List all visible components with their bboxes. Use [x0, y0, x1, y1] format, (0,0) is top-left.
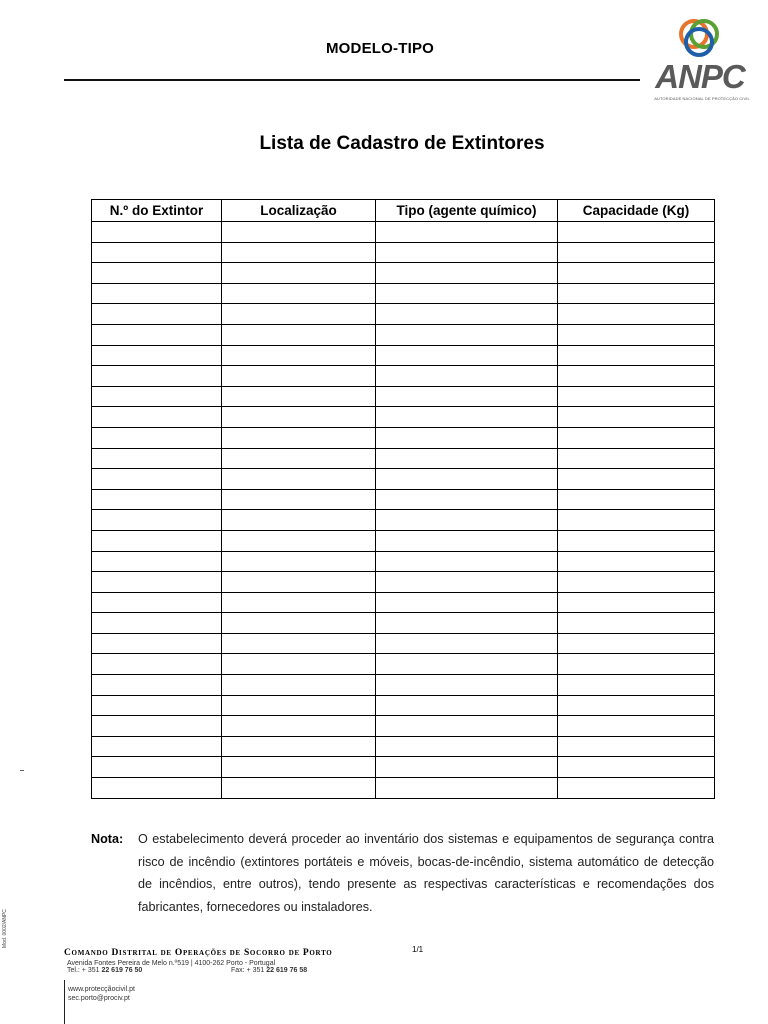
table-row: [92, 469, 715, 490]
table-cell[interactable]: [222, 675, 376, 696]
table-cell[interactable]: [558, 283, 715, 304]
table-cell[interactable]: [376, 366, 558, 387]
footer-organization: Comando Distrital de Operações de Socorro de Porto: [64, 948, 333, 958]
table-cell[interactable]: [222, 778, 376, 799]
table-row: [92, 489, 715, 510]
table-cell[interactable]: [92, 592, 222, 613]
table-cell[interactable]: [92, 675, 222, 696]
table-cell[interactable]: [376, 736, 558, 757]
table-cell[interactable]: [558, 469, 715, 490]
table-cell[interactable]: [558, 263, 715, 284]
table-cell[interactable]: [222, 716, 376, 737]
table-row: [92, 510, 715, 531]
table-cell[interactable]: [558, 695, 715, 716]
table-cell[interactable]: [222, 510, 376, 531]
table-row: [92, 366, 715, 387]
footer-phones: [67, 967, 332, 977]
table-row: [92, 757, 715, 778]
footer-divider: [64, 980, 65, 1024]
table-cell[interactable]: [376, 448, 558, 469]
table-cell[interactable]: [92, 407, 222, 428]
table-cell[interactable]: [222, 654, 376, 675]
table-cell[interactable]: [376, 757, 558, 778]
document-title: Lista de Cadastro de Extintores: [259, 133, 545, 154]
table-row: [92, 613, 715, 634]
table-cell[interactable]: [92, 695, 222, 716]
table-cell[interactable]: [222, 427, 376, 448]
table-cell[interactable]: [92, 489, 222, 510]
table-row: [92, 675, 715, 696]
anpc-wordmark: ANPC: [655, 58, 745, 95]
table-cell[interactable]: [92, 448, 222, 469]
table-cell[interactable]: [222, 366, 376, 387]
table-cell[interactable]: [376, 675, 558, 696]
table-cell[interactable]: [92, 304, 222, 325]
tel-number: 22 619 76 50: [101, 967, 143, 974]
fax-number: 22 619 76 58: [266, 967, 308, 974]
anpc-rings-icon: [644, 12, 754, 62]
table-cell[interactable]: [222, 407, 376, 428]
table-cell[interactable]: [376, 427, 558, 448]
table-cell[interactable]: [376, 283, 558, 304]
table-row: [92, 345, 715, 366]
table-cell[interactable]: [92, 222, 222, 243]
table-cell[interactable]: [376, 489, 558, 510]
table-cell[interactable]: [376, 633, 558, 654]
table-cell[interactable]: [558, 654, 715, 675]
table-cell[interactable]: [222, 551, 376, 572]
table-cell[interactable]: [376, 613, 558, 634]
table-cell[interactable]: [222, 736, 376, 757]
table-cell[interactable]: [92, 469, 222, 490]
table-cell[interactable]: [558, 757, 715, 778]
table-cell[interactable]: [222, 222, 376, 243]
table-cell[interactable]: [92, 757, 222, 778]
table-row: [92, 222, 715, 243]
table-row: [92, 242, 715, 263]
column-header-location: Localização: [222, 200, 376, 222]
table-cell[interactable]: [558, 304, 715, 325]
table-cell[interactable]: [222, 530, 376, 551]
table-cell[interactable]: [376, 695, 558, 716]
table-cell[interactable]: [92, 324, 222, 345]
table-cell[interactable]: [558, 489, 715, 510]
table-cell[interactable]: [222, 324, 376, 345]
table-cell[interactable]: [376, 469, 558, 490]
email-link[interactable]: sec.porto@prociv.pt: [68, 995, 130, 1002]
table-row: [92, 572, 715, 593]
table-cell[interactable]: [92, 263, 222, 284]
table-cell[interactable]: [222, 263, 376, 284]
table-row: [92, 386, 715, 407]
note-text: O estabelecimento deverá proceder ao inventário dos sistemas e equipamentos de segurança contra risco de incêndio (extintores portáteis e móveis, bocas-de-incêndio, sistema automático de detecção de incêndios, entre outros), tendo presente as respectivas características e recomendações dos fabricantes, fornecedores ou instaladores.: [138, 832, 714, 914]
table-cell[interactable]: [222, 695, 376, 716]
table-row: [92, 778, 715, 799]
table-cell[interactable]: [92, 654, 222, 675]
table-row: [92, 716, 715, 737]
table-cell[interactable]: [558, 427, 715, 448]
table-cell[interactable]: [92, 510, 222, 531]
table-cell[interactable]: [222, 304, 376, 325]
table-row: [92, 283, 715, 304]
table-cell[interactable]: [376, 242, 558, 263]
table-cell[interactable]: [222, 283, 376, 304]
table-cell[interactable]: [92, 613, 222, 634]
table-cell[interactable]: [376, 778, 558, 799]
table-cell[interactable]: [222, 242, 376, 263]
table-cell[interactable]: [558, 386, 715, 407]
table-cell[interactable]: [376, 345, 558, 366]
note-label: Nota:: [91, 832, 124, 846]
column-header-extinguisher-number: N.º do Extintor: [92, 200, 222, 222]
table-cell[interactable]: [558, 613, 715, 634]
table-row: [92, 592, 715, 613]
extinguisher-register-table: [91, 199, 715, 799]
table-cell[interactable]: [376, 407, 558, 428]
table-cell[interactable]: [222, 757, 376, 778]
table-cell[interactable]: [376, 530, 558, 551]
table-cell[interactable]: [376, 716, 558, 737]
table-header-row: [92, 200, 715, 222]
table-cell[interactable]: [222, 386, 376, 407]
table-cell[interactable]: [92, 572, 222, 593]
table-cell[interactable]: [92, 551, 222, 572]
column-header-type: Tipo (agente químico): [376, 200, 558, 222]
page-number: 1/1: [412, 945, 424, 954]
table-cell[interactable]: [376, 222, 558, 243]
table-cell[interactable]: [558, 242, 715, 263]
table-cell[interactable]: [92, 778, 222, 799]
footer-links: [68, 985, 135, 1003]
table-cell[interactable]: [222, 572, 376, 593]
table-cell[interactable]: [92, 345, 222, 366]
table-cell[interactable]: [558, 407, 715, 428]
table-cell[interactable]: [558, 222, 715, 243]
table-cell[interactable]: [558, 736, 715, 757]
column-header-capacity: Capacidade (Kg): [558, 200, 715, 222]
table-cell[interactable]: [558, 633, 715, 654]
table-cell[interactable]: [558, 530, 715, 551]
website-link[interactable]: www.protecçãocivil.pt: [68, 986, 135, 993]
table-row: [92, 304, 715, 325]
table-cell[interactable]: [558, 366, 715, 387]
table-cell[interactable]: [92, 716, 222, 737]
table-cell[interactable]: [558, 448, 715, 469]
table-row: [92, 654, 715, 675]
table-cell[interactable]: [558, 572, 715, 593]
table-cell[interactable]: [376, 572, 558, 593]
table-cell[interactable]: [376, 592, 558, 613]
table-cell[interactable]: [558, 592, 715, 613]
note-section: [91, 828, 714, 918]
anpc-tagline: AUTORIDADE NACIONAL DE PROTECÇÃO CIVIL: [654, 96, 750, 101]
table-cell[interactable]: [558, 778, 715, 799]
table-cell[interactable]: [92, 736, 222, 757]
table-row: [92, 530, 715, 551]
table-cell[interactable]: [376, 551, 558, 572]
table-row: [92, 263, 715, 284]
table-cell[interactable]: [222, 633, 376, 654]
table-cell[interactable]: [558, 324, 715, 345]
anpc-logo: [644, 12, 754, 102]
table-cell[interactable]: [558, 345, 715, 366]
form-code: Mod. 0002/ANPC: [2, 909, 8, 948]
fax-label: Fax: + 351: [231, 967, 265, 974]
table-cell[interactable]: [558, 716, 715, 737]
table-cell[interactable]: [222, 345, 376, 366]
footer-address: Avenida Fontes Pereira de Melo n.º519 | 4100-262 Porto - Portugal: [67, 960, 276, 967]
footer-contact: [64, 948, 332, 977]
tel-label: Tel.: + 351: [67, 967, 100, 974]
table-cell[interactable]: [92, 633, 222, 654]
table-row: [92, 427, 715, 448]
table-cell[interactable]: [222, 448, 376, 469]
table-row: [92, 633, 715, 654]
header-title: MODELO-TIPO: [325, 40, 435, 57]
table-cell[interactable]: [222, 489, 376, 510]
table-row: [92, 695, 715, 716]
table-cell[interactable]: [222, 592, 376, 613]
table-row: [92, 448, 715, 469]
table-row: [92, 407, 715, 428]
table-cell[interactable]: [376, 304, 558, 325]
table-cell[interactable]: [558, 675, 715, 696]
table-cell[interactable]: [92, 366, 222, 387]
table-row: [92, 324, 715, 345]
header-divider: [64, 79, 640, 81]
table-cell[interactable]: [558, 551, 715, 572]
table-cell[interactable]: [92, 427, 222, 448]
table-cell[interactable]: [376, 510, 558, 531]
table-cell[interactable]: [222, 469, 376, 490]
table-row: [92, 551, 715, 572]
table-cell[interactable]: [92, 386, 222, 407]
table-cell[interactable]: [376, 386, 558, 407]
table-cell[interactable]: [376, 263, 558, 284]
fax-line: [231, 967, 307, 974]
table-cell[interactable]: [92, 530, 222, 551]
table-cell[interactable]: [92, 283, 222, 304]
table-cell[interactable]: [376, 324, 558, 345]
table-cell[interactable]: [558, 510, 715, 531]
table-row: [92, 736, 715, 757]
table-cell[interactable]: [222, 613, 376, 634]
table-cell[interactable]: [92, 242, 222, 263]
table-cell[interactable]: [376, 654, 558, 675]
margin-mark: [20, 770, 24, 771]
